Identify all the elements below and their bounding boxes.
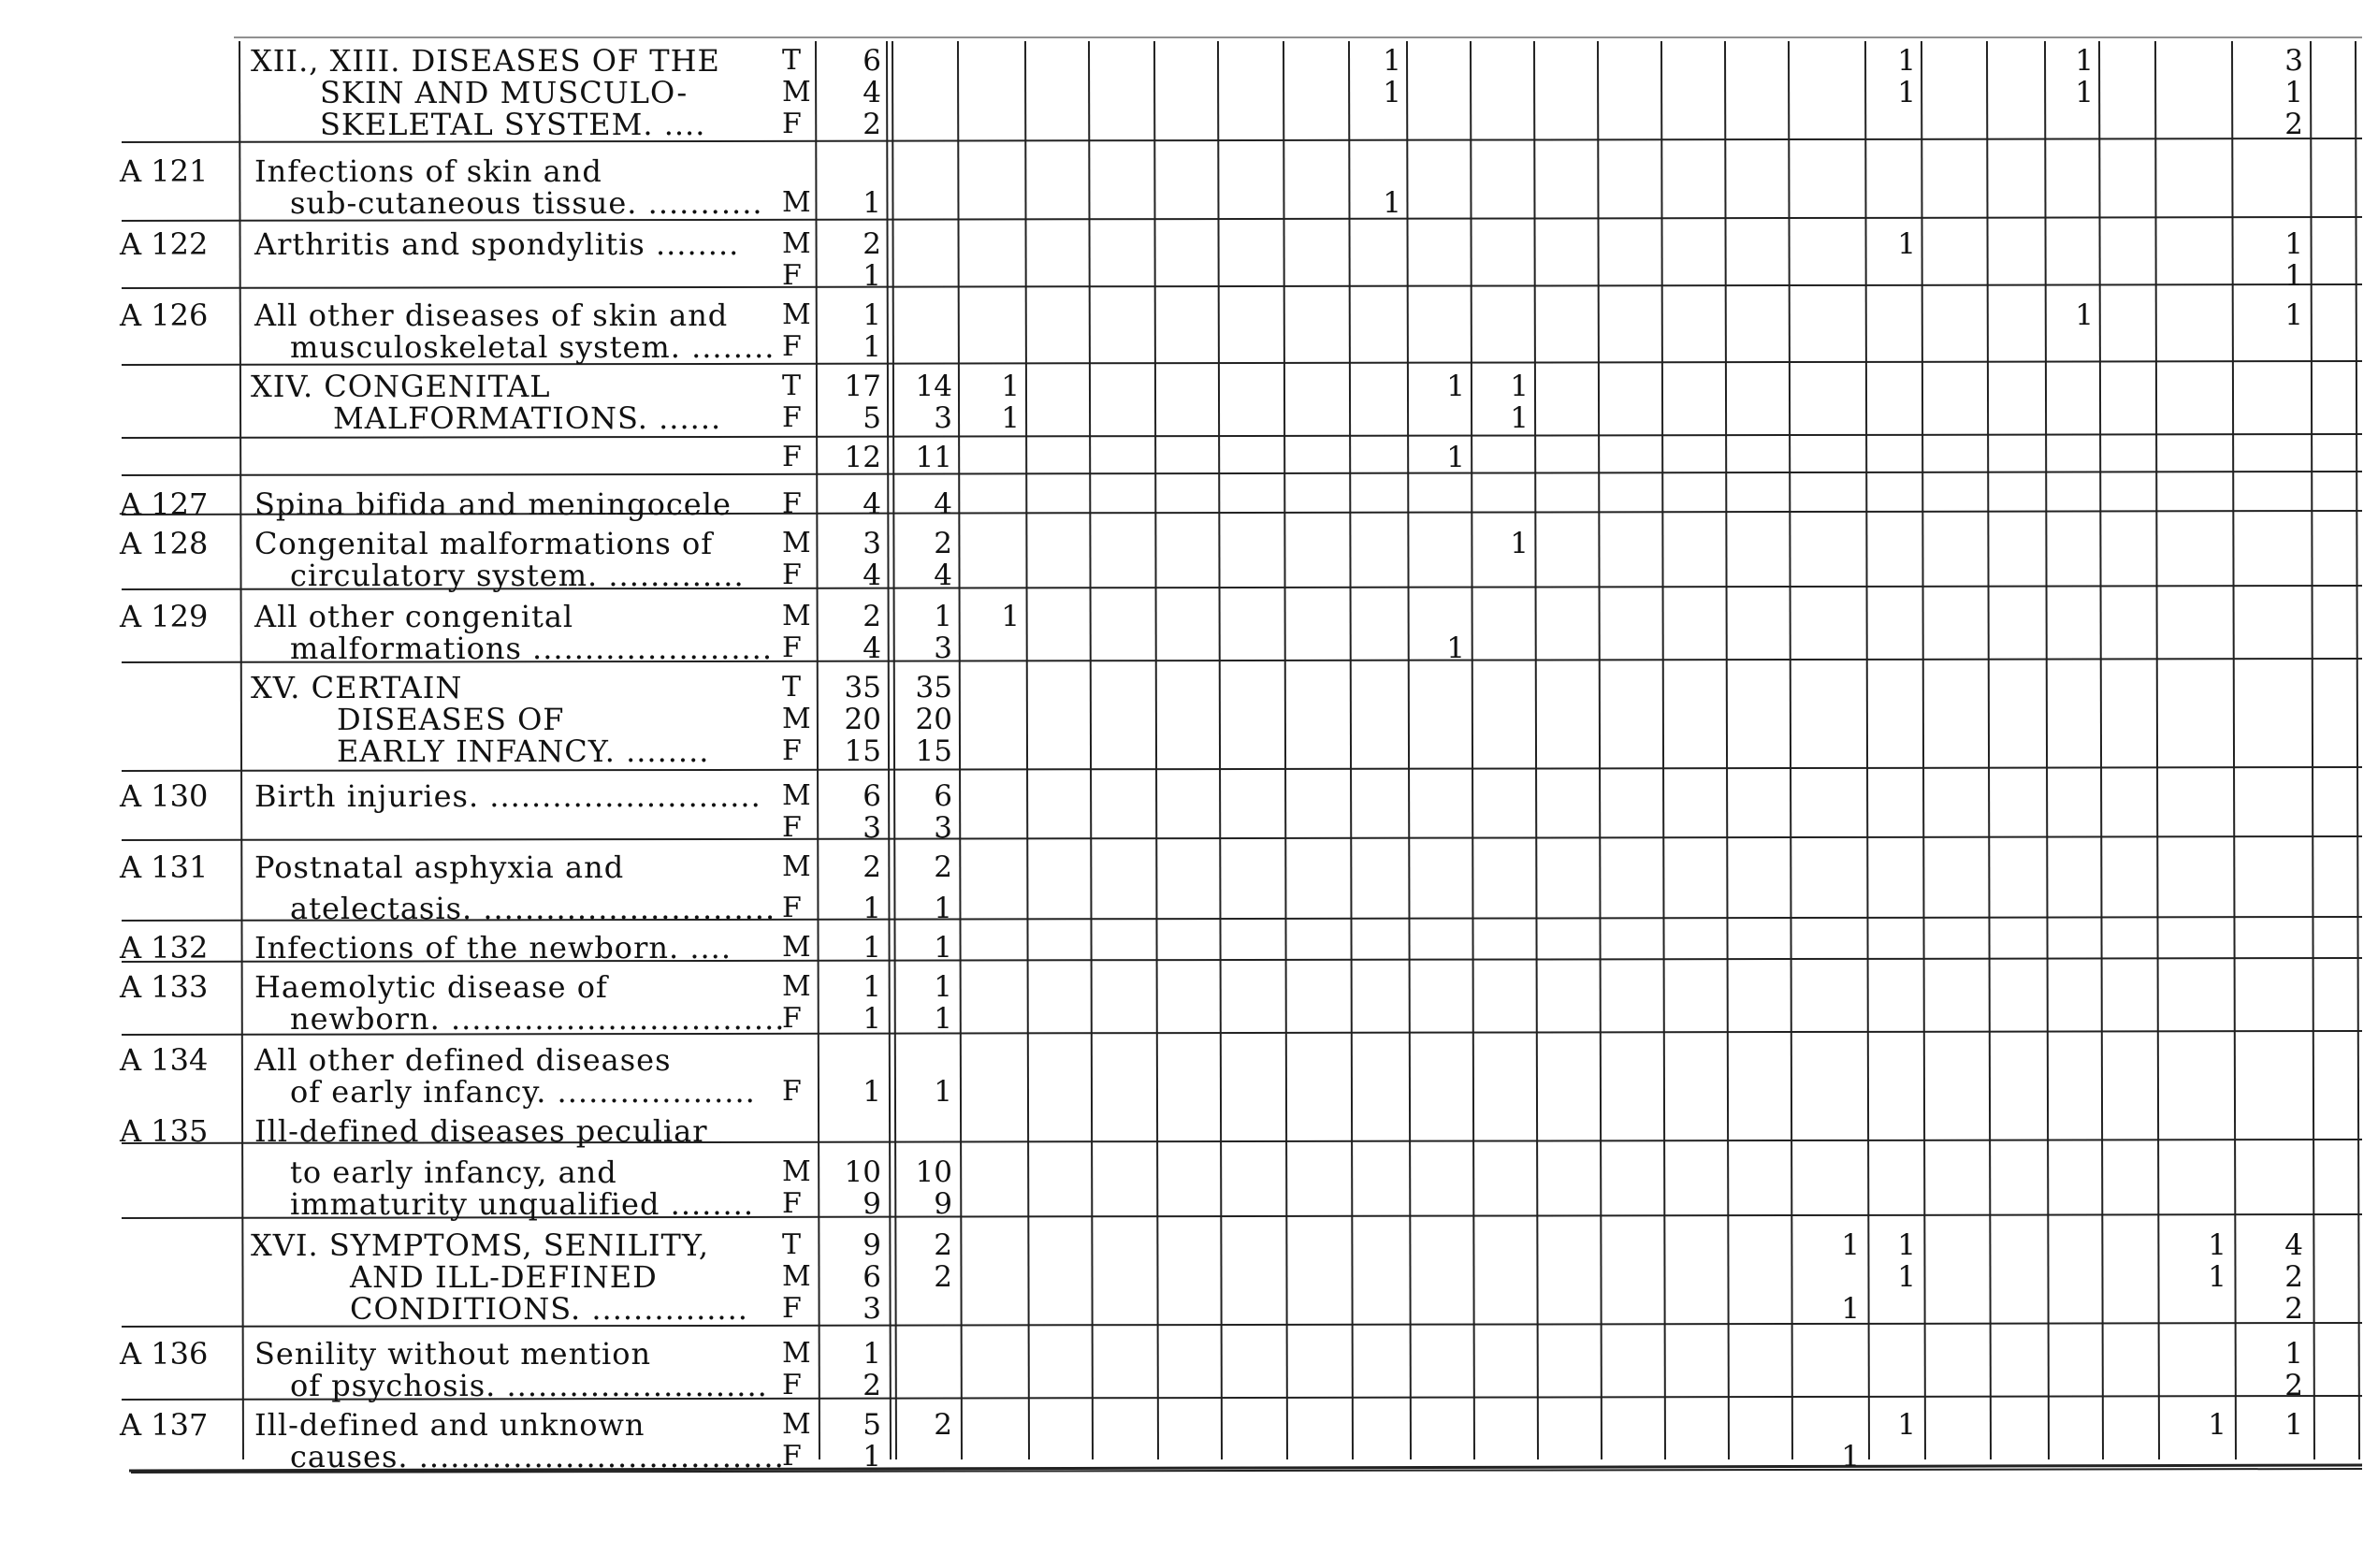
count-cell: 1 [1897, 1260, 1916, 1294]
sex-code: M [782, 970, 811, 1003]
count-cell: 9 [934, 1187, 952, 1221]
rule-line [892, 41, 896, 1459]
count-cell: 3 [2284, 44, 2303, 78]
count-cell: 3 [863, 1292, 881, 1326]
sex-code: M [782, 1408, 811, 1441]
sex-code: M [782, 850, 811, 883]
cause-label: Senility without mention [254, 1336, 652, 1372]
section-heading: CONDITIONS. ............... [350, 1291, 748, 1327]
count-cell: 12 [844, 441, 881, 474]
count-cell: 1 [1841, 1440, 1860, 1474]
count-cell: 11 [915, 441, 952, 474]
count-cell: 1 [934, 931, 952, 965]
count-cell: 1 [1897, 1228, 1916, 1262]
cause-label: causes. ................................... [290, 1439, 785, 1474]
row-code: A 129 [120, 599, 209, 634]
count-cell: 1 [1510, 401, 1529, 435]
sex-code: F [782, 487, 802, 520]
count-cell: 6 [863, 44, 881, 78]
count-cell: 20 [844, 703, 881, 736]
count-cell: 1 [863, 892, 881, 925]
sex-code: F [782, 1292, 802, 1325]
count-cell: 5 [863, 1408, 881, 1442]
row-code: A 131 [120, 849, 209, 885]
row-code: A 137 [120, 1407, 209, 1443]
count-cell: 1 [1897, 76, 1916, 109]
sex-code: M [782, 186, 811, 219]
count-cell: 2 [2284, 1292, 2303, 1326]
sex-code: T [782, 44, 802, 77]
rule-line [2311, 41, 2314, 1459]
count-cell: 3 [934, 632, 952, 665]
sex-code: M [782, 227, 811, 260]
rule-line [1725, 41, 1729, 1459]
row-code: A 130 [120, 778, 209, 814]
section-heading: XV. CERTAIN [251, 670, 463, 705]
sex-code: M [782, 931, 811, 964]
section-heading: XVI. SYMPTOMS, SENILITY, [251, 1227, 710, 1263]
count-cell: 35 [844, 671, 881, 704]
sex-code: F [782, 1002, 802, 1035]
count-cell: 1 [1383, 76, 1401, 109]
count-cell: 1 [863, 330, 881, 364]
rule-line [1661, 41, 1665, 1459]
cause-label: circulatory system. ............. [290, 558, 745, 593]
sex-code: T [782, 1228, 802, 1261]
count-cell: 1 [1897, 227, 1916, 261]
section-heading: EARLY INFANCY. ........ [337, 733, 710, 769]
count-cell: 1 [2284, 1337, 2303, 1371]
rule-line [1789, 41, 1792, 1459]
count-cell: 1 [1510, 370, 1529, 403]
section-heading: DISEASES OF [337, 702, 565, 737]
count-cell: 2 [863, 108, 881, 141]
section-heading: XII., XIII. DISEASES OF THE [251, 43, 720, 79]
rule-line [122, 472, 2362, 475]
count-cell: 4 [863, 76, 881, 109]
count-cell: 2 [2284, 108, 2303, 141]
rule-line [1283, 41, 1287, 1459]
rule-line [816, 41, 819, 1459]
count-cell: 1 [863, 259, 881, 293]
count-cell: 1 [2208, 1260, 2226, 1294]
cause-label: atelectasis. ............................ [290, 891, 776, 926]
sex-code: F [782, 559, 802, 591]
count-cell: 1 [2075, 76, 2094, 109]
count-cell: 1 [863, 186, 881, 220]
rule-line [1218, 41, 1222, 1459]
count-cell: 1 [1383, 44, 1401, 78]
row-code: A 127 [120, 486, 209, 522]
cause-label: Ill-defined and unknown [254, 1407, 645, 1443]
section-heading: SKELETAL SYSTEM. .... [320, 107, 706, 142]
count-cell: 1 [934, 892, 952, 925]
rule-line [1025, 41, 1029, 1459]
count-cell: 1 [2284, 298, 2303, 332]
count-cell: 14 [915, 370, 952, 403]
sex-code: F [782, 1187, 802, 1220]
count-cell: 35 [915, 671, 952, 704]
cause-label: to early infancy, and [290, 1154, 617, 1190]
rule-line [2099, 41, 2103, 1459]
count-cell: 2 [934, 1228, 952, 1262]
count-cell: 3 [934, 401, 952, 435]
cause-label: Haemolytic disease of [254, 969, 608, 1005]
count-cell: 1 [2075, 44, 2094, 78]
rule-line [2356, 41, 2359, 1459]
sex-code: F [782, 1075, 802, 1108]
row-code: A 121 [120, 153, 209, 189]
rule-line [1865, 41, 1869, 1459]
count-cell: 1 [2208, 1228, 2226, 1262]
sex-code: F [782, 441, 802, 473]
count-cell: 2 [2284, 1260, 2303, 1294]
sex-code: F [782, 108, 802, 140]
cause-label: Ill-defined diseases peculiar [254, 1113, 708, 1149]
cause-label: of psychosis. ......................... [290, 1368, 768, 1403]
sex-code: M [782, 779, 811, 812]
count-cell: 10 [915, 1155, 952, 1189]
rule-line [1987, 41, 1991, 1459]
rule-line [2045, 41, 2049, 1459]
count-cell: 1 [863, 970, 881, 1004]
cause-label: Arthritis and spondylitis ........ [254, 226, 740, 262]
count-cell: 1 [1897, 44, 1916, 78]
sex-code: M [782, 298, 811, 331]
count-cell: 4 [934, 487, 952, 521]
sex-code: T [782, 370, 802, 402]
cause-label: Spina bifida and meningocele [254, 486, 732, 522]
row-code: A 128 [120, 526, 209, 561]
cause-label: All other diseases of skin and [254, 298, 729, 333]
rule-line [122, 284, 2362, 288]
count-cell: 1 [863, 1337, 881, 1371]
count-cell: 9 [863, 1187, 881, 1221]
cause-label: of early infancy. ................... [290, 1074, 756, 1110]
cause-label: malformations ....................... [290, 631, 773, 666]
row-code: A 126 [120, 298, 209, 333]
count-cell: 1 [2284, 1408, 2303, 1442]
count-cell: 9 [863, 1228, 881, 1262]
count-cell: 3 [934, 811, 952, 845]
count-cell: 3 [863, 527, 881, 560]
row-code: A 135 [120, 1113, 209, 1149]
sex-code: M [782, 600, 811, 632]
count-cell: 1 [863, 1002, 881, 1036]
count-cell: 1 [1001, 600, 1020, 633]
rule-line [2155, 41, 2159, 1459]
count-cell: 1 [1841, 1292, 1860, 1326]
count-cell: 1 [863, 931, 881, 965]
sex-code: F [782, 1369, 802, 1401]
section-heading: MALFORMATIONS. ...... [333, 400, 722, 436]
sex-code: M [782, 1260, 811, 1293]
count-cell: 6 [863, 1260, 881, 1294]
rule-line [1534, 41, 1538, 1459]
count-cell: 3 [863, 811, 881, 845]
rule-line [1089, 41, 1093, 1459]
count-cell: 2 [2284, 1369, 2303, 1402]
rule-line [1921, 41, 1925, 1459]
sex-code: M [782, 527, 811, 559]
count-cell: 1 [863, 298, 881, 332]
sex-code: T [782, 671, 802, 704]
count-cell: 2 [863, 850, 881, 884]
count-cell: 1 [1001, 401, 1020, 435]
rule-line [1349, 41, 1353, 1459]
section-heading: SKIN AND MUSCULO- [320, 75, 689, 110]
count-cell: 6 [934, 779, 952, 813]
count-cell: 1 [1510, 527, 1529, 560]
count-cell: 1 [934, 1002, 952, 1036]
count-cell: 1 [2075, 298, 2094, 332]
row-code: A 122 [120, 226, 209, 262]
rule-line [1471, 41, 1474, 1459]
count-cell: 5 [863, 401, 881, 435]
sex-code: M [782, 703, 811, 735]
count-cell: 1 [863, 1440, 881, 1474]
cause-label: sub-cutaneous tissue. ........... [290, 185, 763, 221]
count-cell: 1 [1446, 370, 1465, 403]
count-cell: 1 [2284, 227, 2303, 261]
count-cell: 6 [863, 779, 881, 813]
cause-label: Birth injuries. .......................... [254, 778, 761, 814]
sex-code: F [782, 734, 802, 767]
count-cell: 1 [1001, 370, 1020, 403]
cause-label: Infections of the newborn. .... [254, 930, 732, 965]
row-code: A 134 [120, 1042, 209, 1078]
count-cell: 2 [934, 1408, 952, 1442]
rule-line [887, 41, 891, 1459]
section-heading: XIV. CONGENITAL [251, 369, 551, 404]
count-cell: 1 [1446, 441, 1465, 474]
sex-code: F [782, 811, 802, 844]
count-cell: 1 [863, 1075, 881, 1109]
section-heading: AND ILL-DEFINED [350, 1259, 658, 1295]
count-cell: 2 [863, 227, 881, 261]
count-cell: 4 [863, 559, 881, 592]
row-code: A 132 [120, 930, 209, 965]
sex-code: M [782, 1155, 811, 1188]
rule-line [1598, 41, 1602, 1459]
count-cell: 1 [1383, 186, 1401, 220]
rule-line [1154, 41, 1158, 1459]
cause-label: immaturity unqualified ........ [290, 1186, 755, 1222]
sex-code: F [782, 330, 802, 363]
sex-code: F [782, 1440, 802, 1473]
count-cell: 4 [863, 487, 881, 521]
count-cell: 2 [934, 527, 952, 560]
count-cell: 4 [2284, 1228, 2303, 1262]
rule-line [1407, 41, 1411, 1459]
rule-line [2232, 41, 2236, 1459]
count-cell: 1 [2208, 1408, 2226, 1442]
cause-label: Congenital malformations of [254, 526, 714, 561]
cause-label: Infections of skin and [254, 153, 602, 189]
count-cell: 1 [2284, 76, 2303, 109]
sex-code: M [782, 1337, 811, 1370]
sex-code: M [782, 76, 811, 109]
count-cell: 4 [934, 559, 952, 592]
cause-label: musculoskeletal system. ........ [290, 329, 776, 365]
cause-label: All other defined diseases [254, 1042, 672, 1078]
count-cell: 1 [1841, 1228, 1860, 1262]
count-cell: 1 [934, 970, 952, 1004]
count-cell: 2 [934, 850, 952, 884]
sex-code: F [782, 401, 802, 434]
count-cell: 1 [934, 600, 952, 633]
count-cell: 1 [1897, 1408, 1916, 1442]
sex-code: F [782, 892, 802, 924]
row-code: A 136 [120, 1336, 209, 1372]
rule-line [958, 41, 962, 1459]
count-cell: 15 [915, 734, 952, 768]
count-cell: 1 [1446, 632, 1465, 665]
count-cell: 17 [844, 370, 881, 403]
sex-code: F [782, 259, 802, 292]
cause-label: Postnatal asphyxia and [254, 849, 625, 885]
rule-line [239, 41, 243, 1459]
cause-label: All other congenital [254, 599, 574, 634]
count-cell: 2 [934, 1260, 952, 1294]
rule-line [122, 836, 2362, 840]
count-cell: 2 [863, 600, 881, 633]
count-cell: 15 [844, 734, 881, 768]
sex-code: F [782, 632, 802, 664]
count-cell: 1 [2284, 259, 2303, 293]
cause-label: newborn. ................................ [290, 1001, 786, 1037]
count-cell: 10 [844, 1155, 881, 1189]
row-code: A 133 [120, 969, 209, 1005]
count-cell: 1 [934, 1075, 952, 1109]
count-cell: 20 [915, 703, 952, 736]
count-cell: 4 [863, 632, 881, 665]
count-cell: 2 [863, 1369, 881, 1402]
